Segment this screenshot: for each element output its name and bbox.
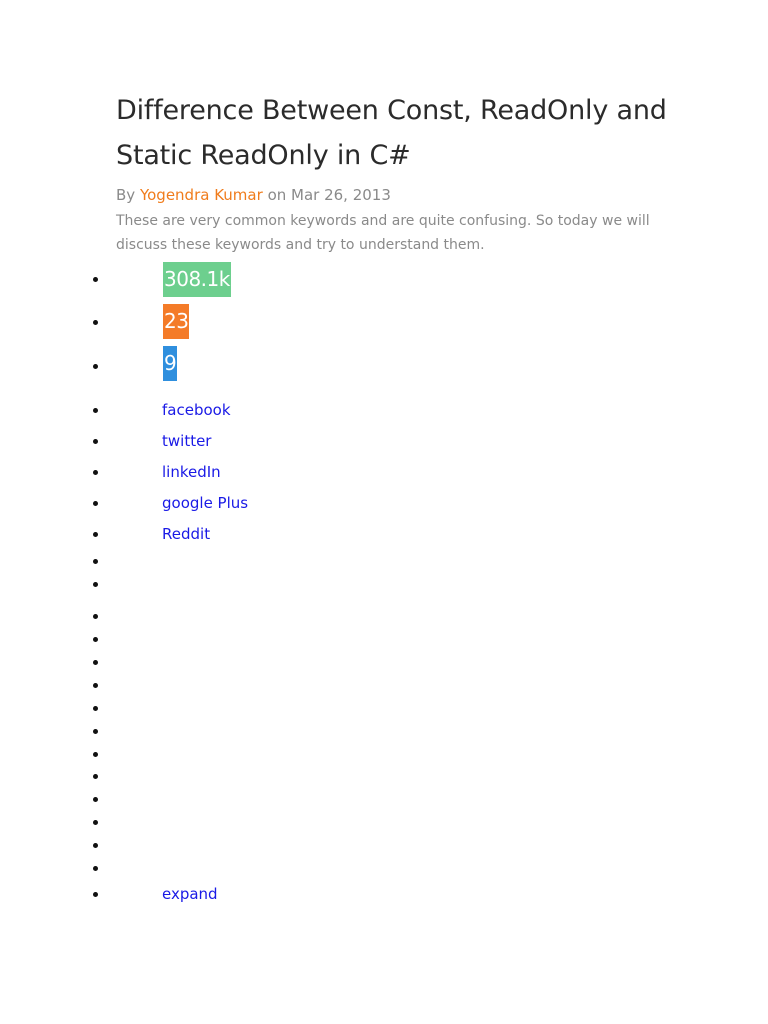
by-label: By — [116, 186, 136, 204]
publish-date: on Mar 26, 2013 — [267, 186, 391, 204]
twitter-share-link[interactable]: twitter — [162, 432, 212, 450]
likes-count-badge: 23 — [163, 304, 189, 339]
article-header — [116, 88, 676, 257]
google-plus-share-link[interactable]: google Plus — [162, 494, 249, 512]
bullet — [93, 532, 98, 537]
bullet — [93, 866, 98, 871]
list-item-expand — [0, 884, 768, 904]
bullet — [93, 320, 98, 325]
bullet — [93, 774, 98, 779]
list-item — [0, 721, 768, 741]
page-title: Difference Between Const, ReadOnly and Static ReadOnly in C# — [116, 95, 667, 171]
bullet — [93, 277, 98, 282]
byline — [116, 184, 676, 206]
bullet — [93, 683, 98, 688]
list-item — [0, 629, 768, 649]
share-item-reddit — [0, 524, 768, 544]
list-item — [0, 652, 768, 672]
bullet — [93, 364, 98, 369]
views-count-badge: 308.1k — [163, 262, 231, 297]
list-item — [0, 675, 768, 695]
bullet — [93, 843, 98, 848]
share-item-twitter — [0, 431, 768, 451]
list-item — [0, 812, 768, 832]
bullet — [93, 797, 98, 802]
list-item — [0, 606, 768, 626]
stat-item-likes — [0, 304, 768, 339]
bullet — [93, 614, 98, 619]
bullet — [93, 637, 98, 642]
list-item — [0, 551, 768, 571]
bullet — [93, 820, 98, 825]
share-item-google-plus — [0, 493, 768, 513]
bullet — [93, 559, 98, 564]
share-item-facebook — [0, 400, 768, 420]
list-item — [0, 698, 768, 718]
list-item — [0, 835, 768, 855]
linkedin-share-link[interactable]: linkedIn — [162, 463, 221, 481]
bullet — [93, 892, 98, 897]
bullet — [93, 582, 98, 587]
list-item — [0, 766, 768, 786]
bullet — [93, 408, 98, 413]
list-item — [0, 789, 768, 809]
comments-count-badge: 9 — [163, 346, 177, 381]
author-link[interactable]: Yogendra Kumar — [139, 186, 263, 204]
stat-item-comments — [0, 346, 768, 381]
facebook-share-link[interactable]: facebook — [162, 401, 231, 419]
share-item-linkedin — [0, 462, 768, 482]
expand-link[interactable]: expand — [162, 885, 218, 903]
bullet — [93, 729, 98, 734]
bullet — [93, 706, 98, 711]
stat-item-views — [0, 262, 768, 297]
bullet — [93, 439, 98, 444]
bullet — [93, 501, 98, 506]
reddit-share-link[interactable]: Reddit — [162, 525, 211, 543]
list-item — [0, 858, 768, 878]
list-item — [0, 744, 768, 764]
bullet — [93, 470, 98, 475]
list-item — [0, 574, 768, 594]
bullet — [93, 752, 98, 757]
bullet — [93, 660, 98, 665]
article-summary: These are very common keywords and are quite confusing. So today we will discuss these keywords and try to understand them. — [116, 213, 650, 253]
